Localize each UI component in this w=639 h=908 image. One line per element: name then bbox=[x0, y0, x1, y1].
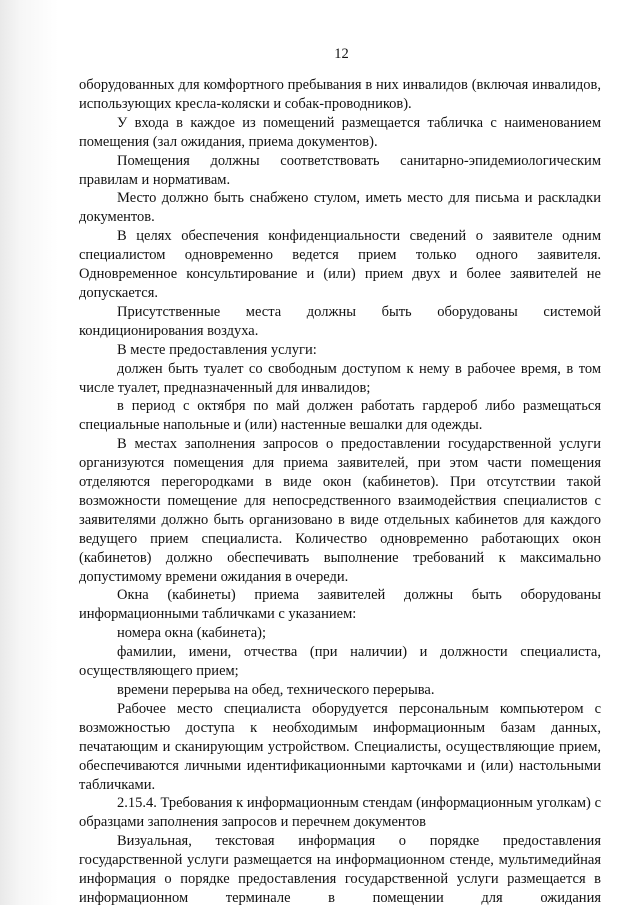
paragraph: Визуальная, текстовая информация о порядке предоставления государственной услуги размещается на информационном стенде, мультимедийная информация о порядке предоставления государственной услуги размещается в информационном терминале в помещении для ожидания bbox=[79, 833, 601, 906]
paragraph: У входа в каждое из помещений размещается табличка с наименованием помещения (зал ожидания, приема документов). bbox=[79, 114, 601, 150]
paragraph: должен быть туалет со свободным доступом к нему в рабочее время, в том числе туалет, предназначенный для инвалидов; bbox=[79, 360, 601, 396]
paragraph: Окна (кабинеты) приема заявителей должны быть оборудованы информационными табличками с указанием: bbox=[79, 587, 601, 623]
paragraph: Рабочее место специалиста оборудуется персональным компьютером с возможностью доступа к необходимым информационным базам данных, печатающим и сканирующим устройством. Специалисты, осуществляющие прием, обеспечиваются личными идентификационными карточками и (или) настольными табличками. bbox=[79, 700, 601, 793]
document-body bbox=[79, 76, 601, 908]
paragraph: номера окна (кабинета); bbox=[117, 625, 267, 642]
paragraph: времени перерыва на обед, технического перерыва. bbox=[117, 682, 435, 698]
paragraph: Присутственные места должны быть оборудованы системой кондиционирования воздуха. bbox=[79, 303, 601, 339]
paragraph: оборудованных для комфортного пребывания в них инвалидов (включая инвалидов, использующих кресла-коляски и собак-проводников). bbox=[79, 77, 601, 112]
paragraph: 2.15.4. Требования к информационным стендам (информационным уголкам) с образцами заполнения запросов и перечнем документов bbox=[79, 795, 601, 831]
paragraph: Место должно быть снабжено стулом, иметь место для письма и раскладки документов. bbox=[79, 190, 601, 226]
paragraph: В местах заполнения запросов о предоставлении государственной услуги организуются помещения для приема заявителей, при этом части помещения отделяются перегородками в виде окон (кабинетов). При отсутствии такой возможности помещение для непосредственного взаимодействия специалистов с заявителями должно быть организовано в виде отдельных кабинетов для каждого ведущего прием специалиста. Количество одновременно работающих окон (кабинетов) должно обеспечивать выполнение требований к максимально допустимому времени ожидания в очереди. bbox=[79, 436, 601, 585]
paragraph: В месте предоставления услуги: bbox=[117, 341, 317, 358]
page-number: 12 bbox=[334, 46, 349, 62]
paragraph: Помещения должны соответствовать санитарно-эпидемиологическим правилам и нормативам. bbox=[79, 152, 601, 188]
paragraph: фамилии, имени, отчества (при наличии) и должности специалиста, осуществляющего прием; bbox=[79, 644, 601, 680]
paragraph: в период с октября по май должен работать гардероб либо размещаться специальные напольные и (или) настенные вешалки для одежды. bbox=[79, 398, 601, 434]
paragraph: В целях обеспечения конфиденциальности сведений о заявителе одним специалистом одновременно ведется прием только одного заявителя. Одновременное консультирование и (или) прием двух и более заявителей не допускается. bbox=[79, 228, 601, 301]
